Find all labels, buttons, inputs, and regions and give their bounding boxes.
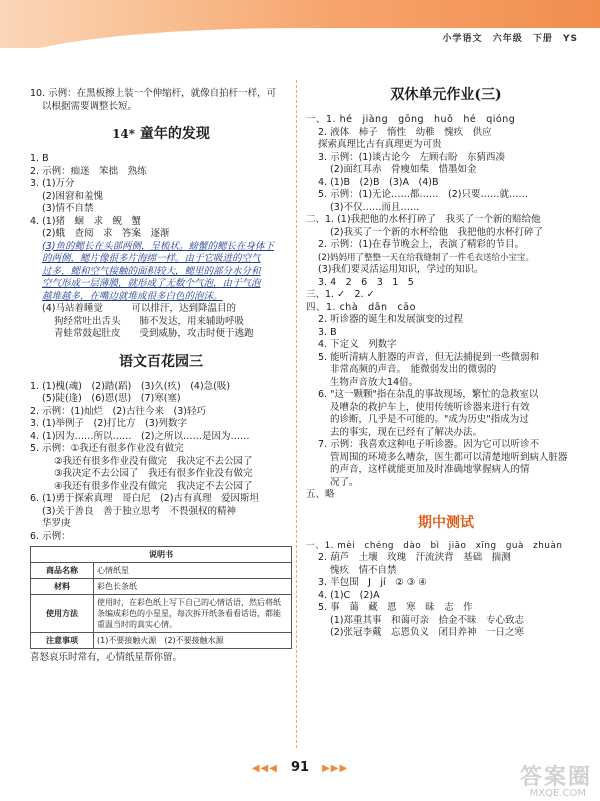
answer-line: 去的事实，现在已经有了解决办法。 bbox=[330, 426, 483, 438]
answer-line: 非常高频的声音。 能微弱发出的微弱的 bbox=[330, 364, 497, 375]
answer-line: (3)不仅……而且…… bbox=[330, 201, 420, 213]
answer-line: 5. 事 蔼 藏 恩 寒 昧 志 作 bbox=[318, 602, 473, 613]
answer-line: ③我决定不去公园了 我还有很多作业没有做完 bbox=[54, 468, 253, 479]
answer-line: 三、1. ✓ 2. ✓ bbox=[306, 289, 375, 300]
answer-line: ②我还有很多作业没有做完 我决定不去公园了 bbox=[54, 455, 253, 467]
page-footer bbox=[0, 760, 600, 775]
answer-line: 一、1. mèi chéng dào bì jiāo xīng guà zhuàn bbox=[306, 540, 563, 551]
table-row bbox=[31, 633, 292, 649]
table-value: 使用时，在彩色纸上写下自己的心情话语，然后将纸条编成彩色的小星星，每次拆开纸条看看话语，都能重温当时的真实心情。 bbox=[94, 595, 292, 633]
table-row bbox=[31, 595, 292, 633]
answer-line: 3. B bbox=[318, 326, 337, 338]
text-line: 10. 示例：在黑板擦上装一个伸缩杆，就像自拍杆一样，可 bbox=[30, 88, 277, 99]
header-grade: 六年级 bbox=[492, 34, 523, 44]
answer-line: 2. 液体 柿子 惰性 幼稚 愧疚 供应 bbox=[318, 126, 492, 138]
answer-line: 3. (1)举例子 (2)打比方 (3)列数字 bbox=[30, 418, 187, 429]
answer-line: 愧疚 情不自禁 bbox=[330, 564, 397, 576]
answer-line: 4. (1)猪 蛔 求 鲵 蟹 bbox=[30, 215, 142, 227]
table-row bbox=[31, 563, 292, 579]
lesson-14-title bbox=[30, 123, 292, 143]
answer-line: 一、1. hé jiàng gōng huǒ hé qióng bbox=[306, 114, 516, 125]
answer-line: 7. 示例：我喜欢这种电子听诊器。因为它可以听诊不 bbox=[318, 439, 540, 450]
table-value: 彩色长条纸 bbox=[94, 579, 292, 595]
answer-line: (2)张冠李戴 忘恩负义 闭目养神 一日之寒 bbox=[330, 627, 524, 638]
answer-line: 生物声音放大14倍。 bbox=[330, 376, 419, 388]
underlined-answer: 越堆越多，在嘴边就堆成很多白色的泡沫。 bbox=[42, 290, 223, 302]
answer-line: (2)面红耳赤 骨瘦如柴 惜墨如金 bbox=[330, 164, 477, 175]
answer-line: 1. (1)槐(魂) (2)踏(蹈) (3)久(疚) (4)急(吸) bbox=[30, 380, 231, 392]
right-column bbox=[306, 84, 586, 640]
table-row bbox=[31, 579, 292, 595]
answer-line: (3)我们要灵活运用知识，学过的知识。 bbox=[318, 264, 484, 275]
answer-line: (1)郑重其事 和蔼可亲 拾金不昧 专心致志 bbox=[330, 614, 524, 626]
header-volume: 下册 bbox=[532, 34, 553, 44]
answer-line: (3)关于善良 善于独立思考 不畏强权的精神 bbox=[42, 505, 236, 517]
answer-line: ④我还有很多作业没有做完 我决定不去公园了 bbox=[54, 480, 253, 492]
answer-line: 况了。 bbox=[330, 476, 359, 488]
answer-line: (2)蛾 查阅 求 答案 逐渐 bbox=[42, 228, 170, 239]
answer-line: 四、1. chà dǎn cāo bbox=[306, 301, 416, 313]
answer-line: 5. 能听清病人脏器的声音，但无法捕捉到一些微弱和 bbox=[318, 351, 540, 363]
answer-line: 华罗庚 bbox=[42, 518, 71, 529]
garden-title: 语文百花园三 bbox=[119, 353, 203, 370]
underlined-answer: 过多，鳃和空气接触的面积较大，鳃里的部分水分和 bbox=[42, 265, 261, 277]
answer-line: (5)陡(逢) (6)恩(思) (7)寒(塞) bbox=[42, 393, 181, 404]
table-key: 商品名称 bbox=[31, 563, 94, 579]
instruction-table bbox=[30, 546, 292, 649]
answer-line: 的声音，这样就能更加及时准确地掌握病人的情 bbox=[330, 464, 530, 475]
answer-line: 2. 示例：(1)灿烂 (2)古往今来 (3)轻巧 bbox=[30, 405, 206, 417]
answer-line: (2)困窘和羞愧 bbox=[42, 190, 103, 202]
table-key: 使用方法 bbox=[31, 595, 94, 633]
matching-line: 青蛙常鼓起肚皮 受到威胁，攻击时便于逃跑 bbox=[54, 328, 254, 339]
answer-line: 二、1. (1)我把他的水杯打碎了 我买了一个新的赔给他 bbox=[306, 214, 541, 225]
table-header: 说明书 bbox=[31, 547, 292, 563]
answer-line: 6. "这一颗颗"指在杂乱的事故现场，繁忙的急救室以 bbox=[318, 389, 539, 400]
underlined-answer: 的两侧，鳃片像很多片海绵一样。由于它吸进的空气 bbox=[42, 253, 261, 264]
answer-line: 3. 4 2 6 3 1 5 bbox=[318, 276, 414, 288]
answer-line: 4. (1)C (2)A bbox=[318, 589, 380, 601]
answer-line: 管周围的环境多么嘈杂，医生都可以清楚地听到病人脏器 bbox=[330, 451, 568, 463]
prev-arrows-icon: ◀◀◀ bbox=[251, 763, 278, 774]
answer-line: 4. (1)因为……所以…… (2)之所以……是因为…… bbox=[30, 430, 250, 442]
header-subject: 小学语文 bbox=[442, 34, 483, 44]
answer-line: 1. B bbox=[30, 153, 49, 164]
table-value: 心情纸星 bbox=[94, 563, 292, 579]
text-line: 以根据需要调整长短。 bbox=[42, 100, 138, 112]
table-key: 注意事项 bbox=[31, 633, 94, 649]
answer-line: 五、略 bbox=[306, 489, 335, 500]
answer-line: 4. 下定义 列数字 bbox=[318, 339, 397, 350]
answer-line: 及嘈杂的救护车上，使用传统听诊器来进行有效 bbox=[330, 401, 530, 413]
header-info bbox=[437, 31, 578, 44]
lesson-title: 童年的发现 bbox=[139, 126, 210, 142]
section-title: 双休单元作业(三) bbox=[390, 87, 502, 103]
answer-line: 2. 葫芦 土壤 玫瑰 汗流浃背 基础 揣测 bbox=[318, 552, 511, 563]
answer-line: (2)妈妈用了整整一天在给我缝制了一件毛衣送给小宝宝。 bbox=[318, 252, 535, 263]
page-number: 91 bbox=[290, 760, 310, 775]
header-edition: YS bbox=[563, 34, 578, 44]
left-column bbox=[30, 88, 292, 665]
answer-line: 6. 示例： bbox=[30, 530, 71, 542]
answer-line: 2. 听诊器的诞生和发展演变的过程 bbox=[318, 314, 464, 325]
answer-line: 4. (1)B (2)B (3)A (4)B bbox=[318, 176, 439, 188]
column-divider bbox=[296, 80, 297, 748]
midterm-title: 期中测试 bbox=[418, 514, 474, 531]
next-arrows-icon: ▶▶▶ bbox=[322, 763, 349, 774]
matching-line: (4)马站着睡觉 可以排汗，达到降温目的 bbox=[42, 303, 236, 314]
answer-line: 5. 示例：①我还有很多作业没有做完 bbox=[30, 443, 184, 454]
table-value: (1)不要接触火源 (2)不要接触水源 bbox=[94, 633, 292, 649]
answer-line: 探索真理比古有真理更为可贵 bbox=[318, 139, 442, 150]
table-key: 材料 bbox=[31, 579, 94, 595]
answer-line: (2)我买了一个新的水杯给他 我把他的水杯打碎了 bbox=[330, 226, 543, 238]
answer-line: 2. 示例：(1)在春节晚会上，表演了精彩的节目。 bbox=[318, 239, 525, 250]
answer-line: 6. (1)勇于探索真理 哥白尼 (2)古有真理 爱因斯坦 bbox=[30, 493, 259, 504]
underlined-answer: 空气形成一层薄膜，就形成了无数个气泡，由于气泡 bbox=[42, 278, 261, 289]
answer-line: 5. 示例：(1)无论……都…… (2)只要……就…… bbox=[318, 189, 528, 200]
watermark-url: MXQE.COM bbox=[529, 788, 586, 799]
lesson-number: 14* bbox=[112, 127, 136, 141]
answer-line: 的诊断，几乎是不可能的。"成为历史"指成为过 bbox=[330, 414, 529, 425]
answer-line: (3)情不自禁 bbox=[42, 203, 94, 214]
answer-line: 3. 半包围 J jí ② ③ ④ bbox=[318, 577, 427, 588]
watermark-logo: 答案圈 bbox=[519, 765, 592, 790]
closing-line: 喜怒哀乐时常有，心情纸星帮你留。 bbox=[30, 652, 183, 663]
underlined-answer: (3)鱼的鳃长在头部两侧，呈梳状。螃蟹的鳃长在身体下 bbox=[42, 240, 274, 252]
answer-line: 2. 示例：痴迷 笨拙 熟练 bbox=[30, 165, 147, 177]
answer-line: 3. 示例：(1)谈古论今 左顾右盼 东猜西凑 bbox=[318, 151, 506, 163]
answer-line: 3. (1)万分 bbox=[30, 178, 75, 189]
matching-line: 狗经常吐出舌头 肺不发达，用来辅助呼吸 bbox=[54, 315, 245, 327]
